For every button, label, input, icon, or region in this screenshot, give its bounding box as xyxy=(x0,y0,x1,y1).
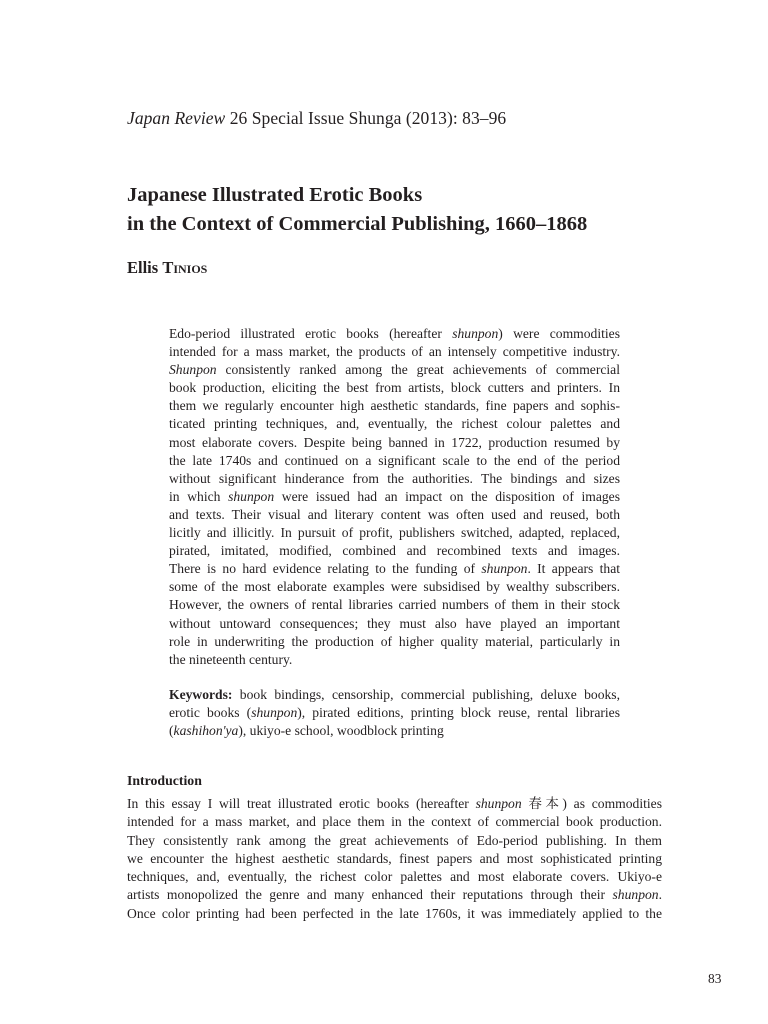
text-span: pirated, imitated, modified, combined and recombined texts and images. xyxy=(169,543,620,559)
text-line xyxy=(169,361,620,379)
text-span: ticated printing techniques, and, eventually, the richest colour palettes and xyxy=(169,416,620,432)
text-span: ), pirated editions, printing block reuse, rental libraries xyxy=(297,705,620,721)
text-span: were issued had an impact on the disposition of images xyxy=(274,488,621,504)
text-span: intended for a mass market, the products of an intensely competitive industry. xyxy=(169,344,620,360)
text-line xyxy=(169,542,620,560)
text-span: without significant hinderance from the authorities. The bindings and sizes xyxy=(169,470,620,486)
author-name xyxy=(127,258,207,278)
keywords-label: Keywords: xyxy=(169,687,233,702)
text-span: shunpon xyxy=(452,326,499,341)
text-line xyxy=(169,343,620,361)
text-span: we encounter the highest aesthetic standards, finest papers and most sophisticated printing xyxy=(127,850,662,866)
text-line xyxy=(169,434,620,452)
text-line xyxy=(169,524,620,542)
text-line xyxy=(169,325,620,343)
text-span: In this essay I will treat illustrated erotic books (hereafter xyxy=(127,796,476,811)
text-line xyxy=(169,633,620,651)
article-title-line-2: in the Context of Commercial Publishing, 1660–1868 xyxy=(127,213,588,235)
text-span: erotic books ( xyxy=(169,705,252,721)
text-span: and texts. Their visual and literary content was often used and reused, both xyxy=(169,506,620,522)
text-line xyxy=(169,578,620,596)
text-line xyxy=(127,868,662,886)
text-span: . It appears that xyxy=(527,561,621,577)
text-line xyxy=(169,506,620,524)
text-span: Once color printing had been perfected in the late 1760s, it was immediately applied to the xyxy=(127,905,662,921)
text-line xyxy=(169,615,620,633)
text-line xyxy=(127,905,662,923)
text-span: book production, eliciting the best from artists, block cutters and printers. In xyxy=(169,380,620,396)
text-line xyxy=(169,379,620,397)
text-span: without untoward consequences; they must also have played an important xyxy=(169,615,620,631)
text-line xyxy=(169,397,620,415)
text-line xyxy=(127,795,662,813)
text-line xyxy=(127,832,662,850)
text-span: shunpon xyxy=(228,488,275,504)
text-span: them we regularly encounter high aesthetic standards, fine papers and sophis- xyxy=(169,398,620,414)
text-line xyxy=(169,415,620,433)
text-span: the nineteenth century. xyxy=(169,651,293,667)
text-line xyxy=(169,596,620,614)
keywords-block xyxy=(169,686,620,740)
text-span: shunpon xyxy=(481,561,528,577)
text-span: They consistently rank among the great achievements of Edo-period publishing. In them xyxy=(127,832,662,848)
text-span: in which xyxy=(169,488,229,504)
article-title-line-1: Japanese Illustrated Erotic Books xyxy=(127,184,423,206)
text-span: There is no hard evidence relating to the funding of xyxy=(169,561,482,577)
journal-issue-info: 26 Special Issue Shunga (2013): 83–96 xyxy=(225,108,507,128)
text-line xyxy=(127,850,662,868)
text-line xyxy=(127,813,662,831)
text-line xyxy=(169,488,620,506)
journal-name: Japan Review xyxy=(127,108,226,128)
text-span: ( xyxy=(169,723,174,739)
text-span: 春本) as commodities xyxy=(521,796,662,811)
text-span: However, the owners of rental libraries carried numbers of them in their stock xyxy=(169,597,620,613)
text-span: intended for a mass market, and place them in the context of commercial book production. xyxy=(127,814,662,830)
text-span: ), ukiyo-e school, woodblock printing xyxy=(238,723,444,739)
text-span: the late 1740s and continued on a significant scale to the end of the period xyxy=(169,452,620,468)
introduction-body xyxy=(127,795,662,923)
section-heading-introduction: Introduction xyxy=(127,773,202,788)
text-span: . xyxy=(658,887,662,903)
abstract xyxy=(169,325,620,669)
journal-citation xyxy=(127,108,506,129)
text-line xyxy=(169,470,620,488)
text-line xyxy=(169,686,620,704)
page-number: 83 xyxy=(708,971,722,986)
text-line xyxy=(169,452,620,470)
author-surname: Tinios xyxy=(162,258,208,277)
text-span: artists monopolized the genre and many enhanced their reputations through their xyxy=(127,887,613,903)
text-span: Edo-period illustrated erotic books (hereafter xyxy=(169,326,453,341)
text-span: consistently ranked among the great achievements of commercial xyxy=(216,362,620,378)
text-span: shunpon xyxy=(612,887,659,903)
text-line xyxy=(127,886,662,904)
article-title xyxy=(127,181,587,239)
text-span: Shunpon xyxy=(169,362,217,378)
text-span: licitly and illicitly. In pursuit of profit, publishers switched, adapted, replaced, xyxy=(169,525,620,541)
text-span: shunpon xyxy=(475,796,522,811)
text-span: some of the most elaborate examples were subsidised by wealthy subscribers. xyxy=(169,579,620,595)
author-first-name: Ellis xyxy=(127,258,163,277)
text-span: techniques, and, eventually, the richest color palettes and most elaborate covers. Ukiyo-e xyxy=(127,869,662,885)
text-line xyxy=(169,722,620,740)
text-span: most elaborate covers. Despite being banned in 1722, production resumed by xyxy=(169,434,620,450)
text-line xyxy=(169,651,620,669)
text-span: book bindings, censorship, commercial publishing, deluxe books, xyxy=(232,687,620,702)
text-span: kashihon'ya xyxy=(173,723,239,739)
text-span: shunpon xyxy=(251,705,298,721)
text-line xyxy=(169,704,620,722)
text-span: role in underwriting the production of higher quality material, particularly in xyxy=(169,633,620,649)
text-span: ) were commodities xyxy=(498,326,620,341)
text-line xyxy=(169,560,620,578)
